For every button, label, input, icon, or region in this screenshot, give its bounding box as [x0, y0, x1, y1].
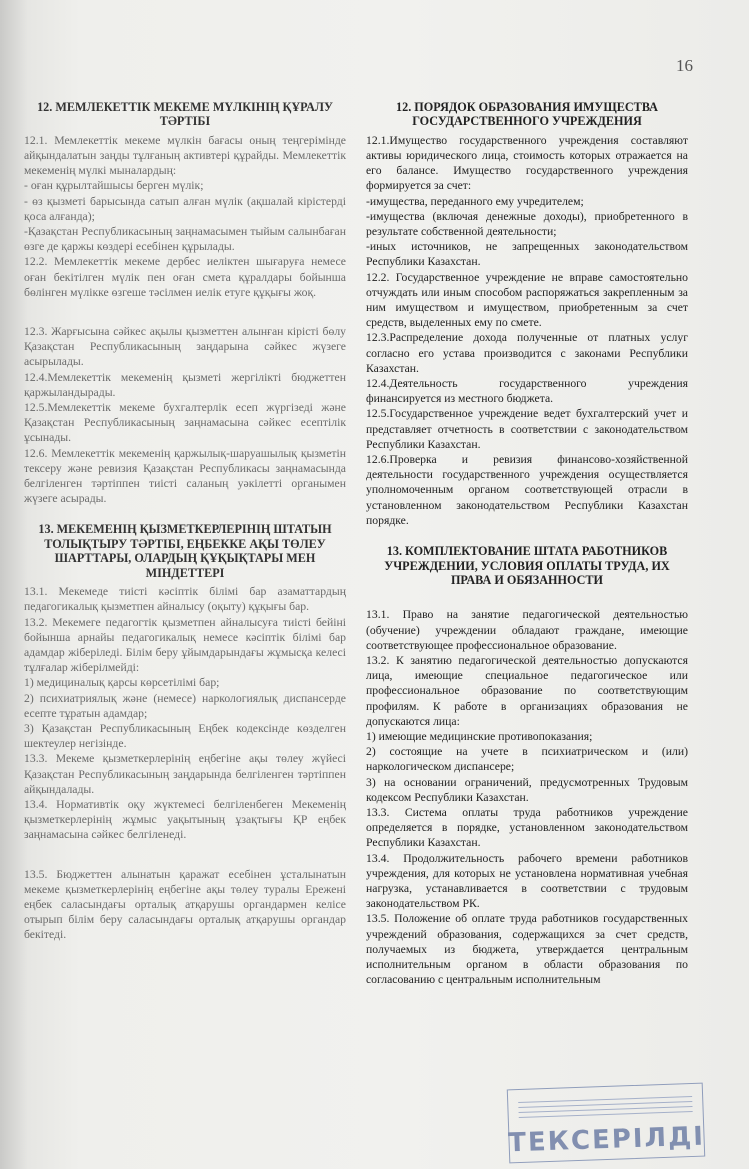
section-13-heading-ru: 13. КОМПЛЕКТОВАНИЕ ШТАТА РАБОТНИКОВ УЧРЕЖДЕНИИ, УСЛОВИЯ ОПЛАТЫ ТРУДА, ИХ ПРАВА И ОБЯЗАННОСТИ: [384, 544, 670, 587]
paragraph-13-1-ru: 13.1. Право на занятие педагогической деятельностью (обучение) учреждении обладают граждане, имеющие соответствующее профессиональное образование.: [366, 608, 688, 652]
section-12-heading-kz: 12. МЕМЛЕКЕТТІК МЕКЕМЕ МҮЛКІНІҢ ҚҰРАЛУ ТӘРТІБІ: [37, 100, 333, 129]
list-item-12-1c-kz: -Қазақстан Республикасының заңнамасымен тыйым салынбаған өзге де қаржы көздері есебінен құрылады.: [24, 225, 346, 254]
stamp-lines: [518, 1092, 693, 1122]
list-item-13-2c-kz: 3) Қазақстан Республикасының Еңбек кодексінде көзделген шектеулер негізінде.: [24, 721, 346, 751]
list-item-13-2a-kz: 1) медициналық қарсы көрсетілімі бар;: [24, 676, 220, 690]
paragraph-12-1-kz: 12.1. Мемлекеттік мекеме мүлкін бағасы оның теңгерімінде айқындалатын заңды тұлғаның активтері құрайды. Мемлекеттік мекеменің мүлкі мыналардың:: [24, 133, 346, 178]
section-13-heading-kz: 13. МЕКЕМЕНІҢ ҚЫЗМЕТКЕРЛЕРІНІҢ ШТАТЫН ТОЛЫҚТЫРУ ТӘРТІБІ, ЕҢБЕККЕ АҚЫ ТӨЛЕУ ШАРТТАРЫ, ОЛАРДЫҢ ҚҰҚЫҚТАРЫ МЕН МІНДЕТТЕРІ: [38, 522, 332, 580]
paragraph-13-5-kz: 13.5. Бюджеттен алынатын қаражат есебінен ұсталынатын мекеме қызметкерлерінің еңбегіне ақы төлеу туралы Ережені еңбек саласындағы орталық атқарушы органдармен келісе отырып білім беру саласындағы орталық атқарушы органдар бекітеді.: [24, 867, 346, 942]
list-item-13-2c-ru: 3) на основании ограничений, предусмотренных Трудовым кодексом Республики Казахстан.: [366, 775, 688, 804]
paragraph-13-4-ru: 13.4. Продолжительность рабочего времени работников учреждения, для которых не установлена нормативная учебная нагрузка, устанавливается в соответствии с трудовым законодательством РК.: [366, 851, 688, 911]
list-item-13-2b-ru: 2) состоящие на учете в психиатрическом и (или) наркологическом диспансере;: [366, 745, 688, 774]
list-item-12-1b-ru: -имущества (включая денежные доходы), приобретенного в результате собственной деятельности;: [366, 209, 688, 239]
paragraph-12-6-ru: 12.6.Проверка и ревизия финансово-хозяйственной деятельности государственного учреждения осуществляется уполномоченным органом соответствующей отрасли в установленном законодательством Республики Казахстан порядке.: [366, 453, 688, 527]
stamp-text: ТЕКСЕРІЛДІ: [507, 1121, 706, 1159]
paragraph-12-2-kz: 12.2. Мемлекеттік мекеме дербес иеліктен шығаруға немесе оған бекітілген мүлік пен оған смета құралдары бойынша бөлінген мүлікке өзгеше тәсілмен иелік етуге құқығы жоқ.: [24, 255, 346, 299]
paragraph-12-3-ru: 12.3.Распределение дохода полученные от платных услуг согласно его устава производится с законами Республики Казахстан.: [366, 331, 688, 375]
kazakh-column: [24, 100, 346, 943]
paragraph-13-5-ru: 13.5. Положение об оплате труда работников государственных учреждений образования, содержащихся за счет средств, получаемых из бюджета, утверждается центральным исполнительным органом в области образования по согласованию с центральным исполнительным: [366, 912, 688, 987]
paragraph-12-5-ru: 12.5.Государственное учреждение ведет бухгалтерский учет и представляет отчетность в соответствии с законодательством Республики Казахстан.: [366, 407, 688, 451]
paragraph-13-2-ru: 13.2. К занятию педагогической деятельностью допускаются лица, имеющие специальное педагогическое или профессиональное образование по соответствующим профилям. К работе в организациях образования не допускаются лица:: [366, 653, 688, 728]
paragraph-12-5-kz: 12.5.Мемлекеттік мекеме бухгалтерлік есеп жүргізеді және Қазақстан Республикасының заңнамасына сәйкес есептілік ұсынады.: [24, 401, 346, 445]
russian-column: [366, 100, 688, 987]
section-12-heading-ru: 12. ПОРЯДОК ОБРАЗОВАНИЯ ИМУЩЕСТВА ГОСУДАРСТВЕННОГО УЧРЕЖДЕНИЯ: [396, 100, 658, 129]
paragraph-12-3-kz: 12.3. Жарғысына сәйкес ақылы қызметтен алынған кірісті бөлу Қазақстан Республикасының заңдарына сәйкес жүзеге асырылады.: [24, 325, 346, 369]
paragraph-13-1-kz: 13.1. Мекемеде тиісті кәсіптік білімі бар азаматтардың педагогикалық қызметпен айналысу (оқыту) құқығы бар.: [24, 585, 346, 614]
paragraph-13-4-kz: 13.4. Нормативтік оқу жүктемесі белгіленбеген Мекеменің қызметкерлерінің жұмыс уақытының ұзақтығы ҚР еңбек заңнамасына сәйкес белгіленеді.: [24, 797, 346, 842]
verification-stamp: [507, 1083, 705, 1164]
paragraph-13-3-kz: 13.3. Мекеме қызметкерлерінің еңбегіне ақы төлеу жүйесі Қазақстан Республикасының заңдарында белгіленген тәртіппен айқындалады.: [24, 752, 346, 796]
list-item-13-2a-ru: 1) имеющие медицинские противопоказания;: [366, 729, 593, 743]
paragraph-13-3-ru: 13.3. Система оплаты труда работников учреждение определяется в порядке, установленном законодательством Республики Казахстан.: [366, 805, 688, 850]
list-item-12-1c-ru: -иных источников, не запрещенных законодательством Республики Казахстан.: [366, 240, 688, 269]
paragraph-12-1-ru: 12.1.Имущество государственного учреждения составляют активы юридического лица, стоимость которых отражается на его балансе. Имущество государственного учреждения формируется за счет:: [366, 133, 688, 193]
paragraph-12-6-kz: 12.6. Мемлекеттік мекеменің қаржылық-шаруашылық қызметін тексеру және ревизия Қазақстан Республикасы заңнамасында белгіленген тәртіппен тиісті саланың уәкілетті органымен жүзеге асырады.: [24, 446, 346, 506]
paragraph-12-2-ru: 12.2. Государственное учреждение не вправе самостоятельно отчуждать или иным способом распоряжаться закрепленным за ним имуществом и имуществом, приобретенным за счет средств, выделенных ему по смете.: [366, 270, 688, 330]
paragraph-12-4-kz: 12.4.Мемлекеттік мекеменің қызметі жергілікті бюджеттен қаржыландырады.: [24, 370, 346, 399]
list-item-13-2b-kz: 2) психиатриялық және (немесе) наркологиялық диспансерде есепте тұратын адамдар;: [24, 691, 346, 720]
list-item-12-1a-kz: - оған құрылтайшысы берген мүлік;: [24, 179, 204, 193]
list-item-12-1a-ru: -имущества, переданного ему учредителем;: [366, 194, 584, 208]
page-number: 16: [676, 56, 693, 75]
list-item-12-1b-kz: - өз қызметі барысында сатып алған мүлік (ақшалай кірістерді қоса алғанда);: [24, 194, 346, 223]
paragraph-13-2-kz: 13.2. Мекемеге педагогтік қызметпен айналысуға тиісті бейіні бойынша арнайы педагогикалық немесе кәсіптік білімі бар адамдар жіберіледі. Білім беру ұйымдарындағы жұмысқа келесі тұлғалар жіберілмейді:: [24, 615, 346, 675]
paragraph-12-4-ru: 12.4.Деятельность государственного учреждения финансируется из местного бюджета.: [366, 377, 688, 406]
